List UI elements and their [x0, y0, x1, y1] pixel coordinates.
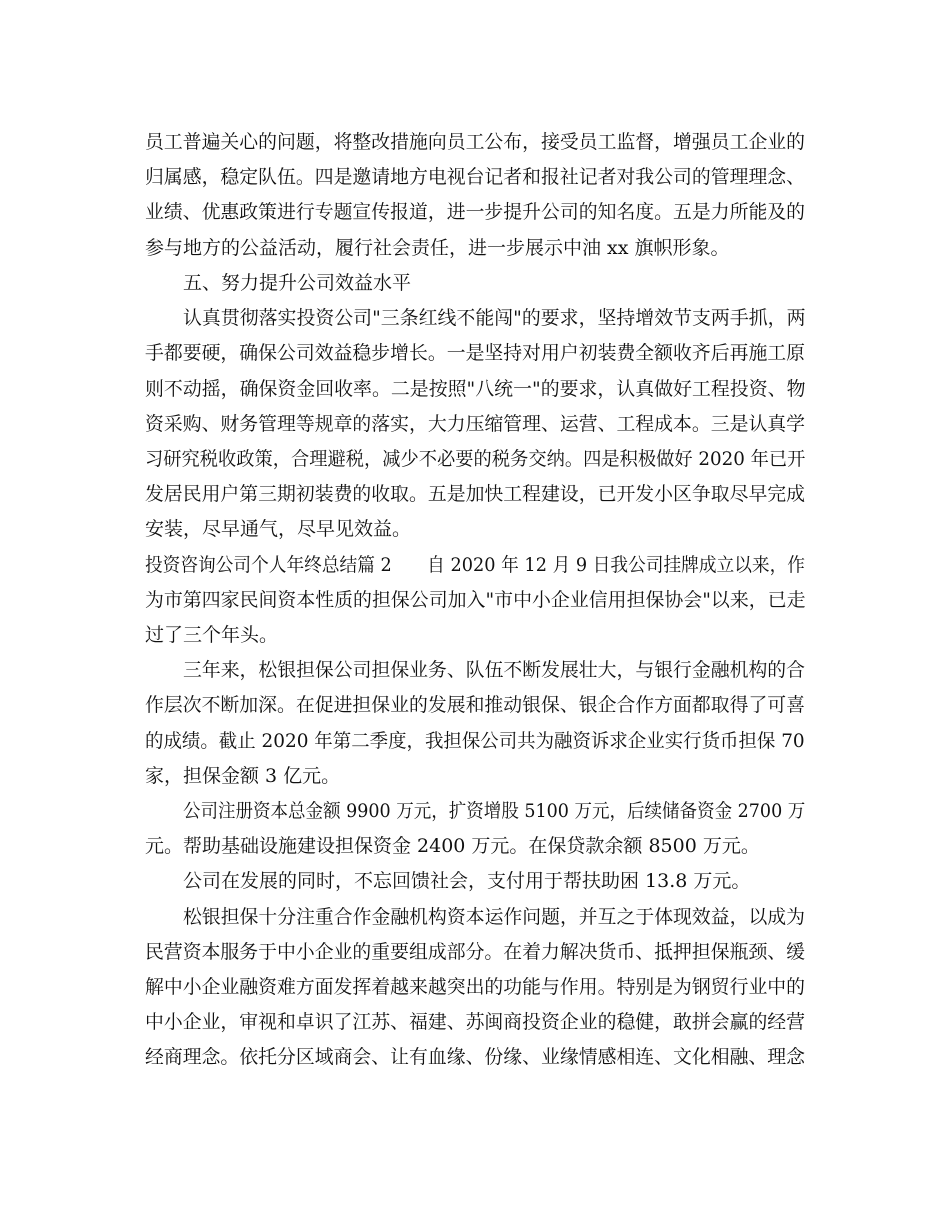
text-line: 手都要硬，确保公司效益稳步增长。一是坚持对用户初装费全额收齐后再施工原: [145, 342, 806, 364]
text-line: 参与地方的公益活动，履行社会责任，进一步展示中油 xx 旗帜形象。: [145, 237, 730, 259]
text-line: 中小企业，审视和卓识了江苏、福建、苏闽商投资企业的稳健，敢拼会赢的经营: [145, 1011, 806, 1033]
text-line: 民营资本服务于中小企业的重要组成部分。在着力解决货币、抵押担保瓶颈、缓: [145, 941, 806, 963]
text-line: 员工普遍关心的问题，将整改措施向员工公布，接受员工监督，增强员工企业的: [145, 131, 806, 153]
text-line: 业绩、优惠政策进行专题宣传报道，进一步提升公司的知名度。五是力所能及的: [145, 201, 806, 223]
text-line: 解中小企业融资难方面发挥着越来越突出的功能与作用。特别是为钢贸行业中的: [145, 976, 806, 998]
text-line: 习研究税收政策，合理避税，减少不必要的税务交纳。四是积极做好 2020 年已开: [145, 448, 806, 470]
section-heading: 五、努力提升公司效益水平: [183, 272, 412, 294]
text-line: 元。帮助基础设施建设担保资金 2400 万元。在保贷款余额 8500 万元。: [145, 835, 760, 857]
text-line: 认真贯彻落实投资公司"三条红线不能闯"的要求，坚持增效节支两手抓，两: [183, 307, 806, 329]
text-line: 三年来，松银担保公司担保业务、队伍不断发展壮大，与银行金融机构的合: [183, 659, 805, 681]
text-line: 家，担保金额 3 亿元。: [145, 765, 341, 787]
text-line: 经商理念。依托分区域商会、让有血缘、份缘、业缘情感相连、文化相融、理念: [145, 1046, 806, 1068]
text-line: 作层次不断加深。在促进担保业的发展和推动银保、银企合作方面都取得了可喜: [145, 694, 806, 716]
text-line: 安装，尽早通气，尽早见效益。: [145, 518, 412, 540]
text-line: 归属感，稳定队伍。四是邀请地方电视台记者和报社记者对我公司的管理理念、: [145, 166, 806, 188]
text-line: 为市第四家民间资本性质的担保公司加入"市中小企业信用担保协会"以来，已走: [145, 589, 806, 611]
text-line: 过了三个年头。: [145, 624, 279, 646]
text-line: 发居民用户第三期初装费的收取。五是加快工程建设，已开发小区争取尽早完成: [145, 483, 806, 505]
article-title-line: 投资咨询公司个人年终总结篇 2 自 2020 年 12 月 9 日我公司挂牌成立以来，作: [145, 554, 806, 576]
text-line: 的成绩。截止 2020 年第二季度，我担保公司共为融资诉求企业实行货币担保 70: [145, 730, 805, 752]
text-line: 公司注册资本总金额 9900 万元，扩资增股 5100 万元，后续储备资金 2700 万: [183, 800, 806, 822]
text-line: 公司在发展的同时，不忘回馈社会，支付用于帮扶助困 13.8 万元。: [183, 870, 751, 892]
text-line: 松银担保十分注重合作金融机构资本运作问题，并互之于体现效益，以成为: [183, 906, 805, 928]
text-line: 则不动摇，确保资金回收率。二是按照"八统一"的要求，认真做好工程投资、物: [145, 378, 806, 400]
text-line: 资采购、财务管理等规章的落实，大力压缩管理、运营、工程成本。三是认真学: [145, 413, 806, 435]
